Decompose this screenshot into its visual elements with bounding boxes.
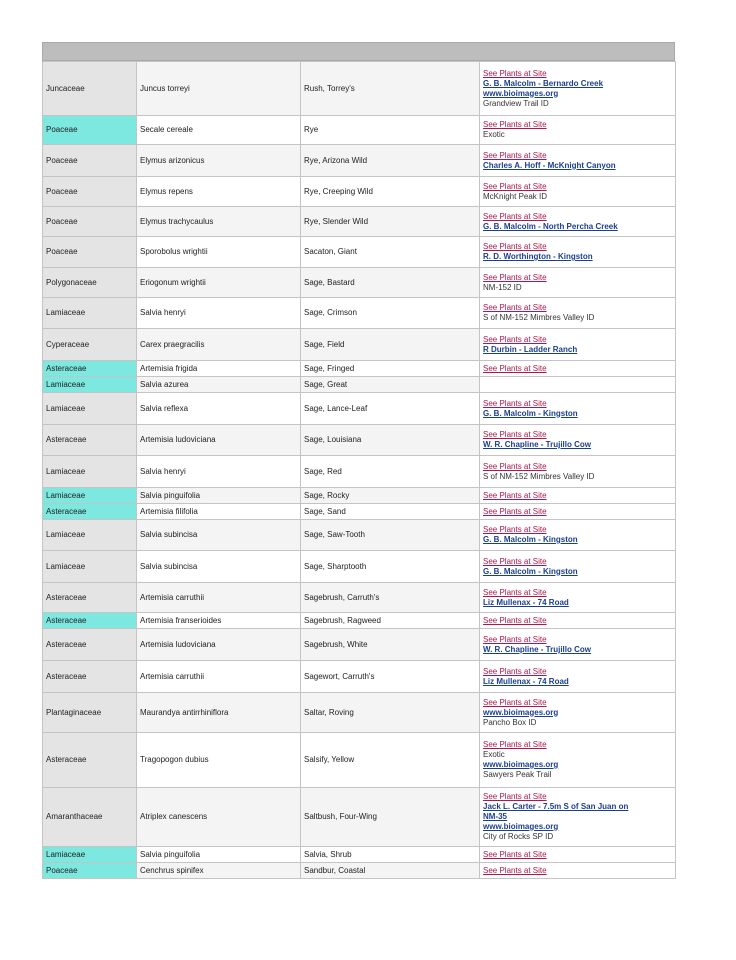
table-row bbox=[43, 520, 676, 551]
table-row bbox=[43, 863, 676, 879]
table-row bbox=[43, 583, 676, 613]
scientific-name-cell: Artemisia carruthii bbox=[137, 661, 301, 693]
table-row bbox=[43, 145, 676, 177]
location-link[interactable]: Liz Mullenax - 74 Road bbox=[483, 597, 569, 607]
table-row bbox=[43, 613, 676, 629]
plant-list-sheet bbox=[42, 42, 675, 879]
family-cell: Asteraceae bbox=[43, 661, 137, 693]
family-cell: Lamiaceae bbox=[43, 298, 137, 329]
see-plants-link[interactable]: See Plants at Site bbox=[483, 666, 547, 676]
family-cell: Juncaceae bbox=[43, 62, 137, 116]
family-cell: Asteraceae bbox=[43, 425, 137, 456]
links-cell bbox=[480, 456, 676, 488]
scientific-name-cell: Elymus arizonicus bbox=[137, 145, 301, 177]
table-row bbox=[43, 298, 676, 329]
table-row bbox=[43, 733, 676, 788]
common-name-cell: Sage, Sand bbox=[301, 504, 480, 520]
see-plants-link[interactable]: See Plants at Site bbox=[483, 865, 547, 875]
scientific-name-cell: Salvia subincisa bbox=[137, 551, 301, 583]
location-note: Sawyers Peak Trail bbox=[483, 770, 552, 779]
scientific-name-cell: Elymus repens bbox=[137, 177, 301, 207]
location-note: City of Rocks SP ID bbox=[483, 832, 554, 841]
scientific-name-cell: Salvia subincisa bbox=[137, 520, 301, 551]
scientific-name-cell: Cenchrus spinifex bbox=[137, 863, 301, 879]
table-row bbox=[43, 377, 676, 393]
location-link[interactable]: R. D. Worthington - Kingston bbox=[483, 252, 593, 261]
scientific-name-cell: Artemisia frigida bbox=[137, 361, 301, 377]
see-plants-link[interactable]: See Plants at Site bbox=[483, 525, 547, 534]
links-cell bbox=[480, 237, 676, 268]
common-name-cell: Sacaton, Giant bbox=[301, 237, 480, 268]
see-plants-link[interactable]: See Plants at Site bbox=[483, 461, 547, 471]
common-name-cell: Sage, Lance-Leaf bbox=[301, 393, 480, 425]
see-plants-link[interactable]: See Plants at Site bbox=[483, 587, 547, 597]
location-link[interactable]: www.bioimages.org bbox=[483, 822, 559, 831]
location-link[interactable]: G. B. Malcolm - North Percha Creek bbox=[483, 221, 618, 231]
location-note: Exotic bbox=[483, 750, 505, 759]
table-row bbox=[43, 693, 676, 733]
scientific-name-cell: Atriplex canescens bbox=[137, 788, 301, 847]
links-cell bbox=[480, 847, 676, 863]
family-cell: Asteraceae bbox=[43, 583, 137, 613]
location-note: McKnight Peak ID bbox=[483, 191, 548, 201]
common-name-cell: Sagewort, Carruth's bbox=[301, 661, 480, 693]
links-cell bbox=[480, 145, 676, 177]
location-link[interactable]: W. R. Chapline - Trujillo Cow bbox=[483, 644, 591, 654]
links-cell bbox=[480, 693, 676, 733]
table-row bbox=[43, 62, 676, 116]
table-header-bar bbox=[42, 42, 675, 61]
scientific-name-cell: Eriogonum wrightii bbox=[137, 268, 301, 298]
links-cell bbox=[480, 504, 676, 520]
location-link[interactable]: G. B. Malcolm - Kingston bbox=[483, 408, 578, 418]
common-name-cell: Sage, Field bbox=[301, 329, 480, 361]
see-plants-link[interactable]: See Plants at Site bbox=[483, 181, 547, 191]
family-cell: Poaceae bbox=[43, 863, 137, 879]
family-cell: Lamiaceae bbox=[43, 847, 137, 863]
common-name-cell: Sage, Rocky bbox=[301, 488, 480, 504]
table-row bbox=[43, 488, 676, 504]
common-name-cell: Sagebrush, Carruth's bbox=[301, 583, 480, 613]
table-row bbox=[43, 329, 676, 361]
family-cell: Poaceae bbox=[43, 145, 137, 177]
common-name-cell: Sage, Great bbox=[301, 377, 480, 393]
links-cell bbox=[480, 551, 676, 583]
table-row bbox=[43, 116, 676, 145]
links-cell bbox=[480, 377, 676, 393]
common-name-cell: Rush, Torrey's bbox=[301, 62, 480, 116]
common-name-cell: Sagebrush, Ragweed bbox=[301, 613, 480, 629]
links-cell bbox=[480, 116, 676, 145]
see-plants-link[interactable]: See Plants at Site bbox=[483, 634, 547, 644]
links-cell bbox=[480, 393, 676, 425]
links-cell bbox=[480, 661, 676, 693]
family-cell: Plantaginaceae bbox=[43, 693, 137, 733]
scientific-name-cell: Artemisia ludoviciana bbox=[137, 425, 301, 456]
family-cell: Asteraceae bbox=[43, 613, 137, 629]
links-cell bbox=[480, 629, 676, 661]
scientific-name-cell: Artemisia ludoviciana bbox=[137, 629, 301, 661]
scientific-name-cell: Elymus trachycaulus bbox=[137, 207, 301, 237]
family-cell: Poaceae bbox=[43, 207, 137, 237]
family-cell: Lamiaceae bbox=[43, 488, 137, 504]
table-row bbox=[43, 504, 676, 520]
location-link[interactable]: www.bioimages.org bbox=[483, 707, 559, 717]
scientific-name-cell: Artemisia franserioides bbox=[137, 613, 301, 629]
location-link[interactable]: G. B. Malcolm - Kingston bbox=[483, 535, 578, 544]
common-name-cell: Rye, Creeping Wild bbox=[301, 177, 480, 207]
table-row bbox=[43, 551, 676, 583]
links-cell bbox=[480, 488, 676, 504]
see-plants-link[interactable]: See Plants at Site bbox=[483, 490, 547, 500]
common-name-cell: Saltar, Roving bbox=[301, 693, 480, 733]
location-note: S of NM-152 Mimbres Valley ID bbox=[483, 313, 595, 322]
table-row bbox=[43, 393, 676, 425]
location-link[interactable]: NM-35 bbox=[483, 812, 508, 821]
table-row bbox=[43, 456, 676, 488]
table-row bbox=[43, 361, 676, 377]
location-note: Pancho Box ID bbox=[483, 717, 537, 727]
see-plants-link[interactable]: See Plants at Site bbox=[483, 242, 547, 251]
scientific-name-cell: Salvia henryi bbox=[137, 456, 301, 488]
common-name-cell: Sage, Fringed bbox=[301, 361, 480, 377]
see-plants-link[interactable]: See Plants at Site bbox=[483, 792, 547, 801]
links-cell bbox=[480, 788, 676, 847]
see-plants-link[interactable]: See Plants at Site bbox=[483, 849, 547, 859]
family-cell: Lamiaceae bbox=[43, 377, 137, 393]
common-name-cell: Sage, Bastard bbox=[301, 268, 480, 298]
location-link[interactable]: www.bioimages.org bbox=[483, 760, 559, 769]
location-link[interactable]: Liz Mullenax - 74 Road bbox=[483, 676, 569, 686]
location-link[interactable]: R Durbin - Ladder Ranch bbox=[483, 344, 578, 354]
table-row bbox=[43, 177, 676, 207]
common-name-cell: Sandbur, Coastal bbox=[301, 863, 480, 879]
common-name-cell: Sage, Louisiana bbox=[301, 425, 480, 456]
family-cell: Polygonaceae bbox=[43, 268, 137, 298]
scientific-name-cell: Salvia henryi bbox=[137, 298, 301, 329]
links-cell bbox=[480, 361, 676, 377]
table-row bbox=[43, 425, 676, 456]
family-cell: Amaranthaceae bbox=[43, 788, 137, 847]
location-link[interactable]: Charles A. Hoff - McKnight Canyon bbox=[483, 160, 616, 170]
see-plants-link[interactable]: See Plants at Site bbox=[483, 615, 547, 625]
location-note: S of NM-152 Mimbres Valley ID bbox=[483, 471, 595, 481]
family-cell: Cyperaceae bbox=[43, 329, 137, 361]
scientific-name-cell: Tragopogon dubius bbox=[137, 733, 301, 788]
table-row bbox=[43, 847, 676, 863]
family-cell: Asteraceae bbox=[43, 504, 137, 520]
common-name-cell: Salvia, Shrub bbox=[301, 847, 480, 863]
links-cell bbox=[480, 298, 676, 329]
location-note: Exotic bbox=[483, 130, 505, 139]
table-row bbox=[43, 207, 676, 237]
see-plants-link[interactable]: See Plants at Site bbox=[483, 211, 547, 221]
links-cell bbox=[480, 520, 676, 551]
see-plants-link[interactable]: See Plants at Site bbox=[483, 150, 547, 160]
common-name-cell: Rye, Arizona Wild bbox=[301, 145, 480, 177]
common-name-cell: Rye bbox=[301, 116, 480, 145]
family-cell: Poaceae bbox=[43, 177, 137, 207]
common-name-cell: Salsify, Yellow bbox=[301, 733, 480, 788]
common-name-cell: Rye, Slender Wild bbox=[301, 207, 480, 237]
family-cell: Asteraceae bbox=[43, 361, 137, 377]
family-cell: Asteraceae bbox=[43, 629, 137, 661]
scientific-name-cell: Salvia pinguifolia bbox=[137, 488, 301, 504]
links-cell bbox=[480, 268, 676, 298]
location-link[interactable]: G. B. Malcolm - Kingston bbox=[483, 566, 578, 576]
scientific-name-cell: Salvia pinguifolia bbox=[137, 847, 301, 863]
table-row bbox=[43, 237, 676, 268]
scientific-name-cell: Carex praegracilis bbox=[137, 329, 301, 361]
links-cell bbox=[480, 207, 676, 237]
location-link[interactable]: Jack L. Carter - 7.5m S of San Juan on bbox=[483, 802, 629, 811]
table-row bbox=[43, 661, 676, 693]
links-cell bbox=[480, 613, 676, 629]
family-cell: Asteraceae bbox=[43, 733, 137, 788]
common-name-cell: Sage, Red bbox=[301, 456, 480, 488]
scientific-name-cell: Juncus torreyi bbox=[137, 62, 301, 116]
location-link[interactable]: W. R. Chapline - Trujillo Cow bbox=[483, 440, 591, 449]
see-plants-link[interactable]: See Plants at Site bbox=[483, 556, 547, 566]
see-plants-link[interactable]: See Plants at Site bbox=[483, 120, 547, 129]
links-cell bbox=[480, 425, 676, 456]
common-name-cell: Sage, Saw-Tooth bbox=[301, 520, 480, 551]
family-cell: Poaceae bbox=[43, 237, 137, 268]
see-plants-link[interactable]: See Plants at Site bbox=[483, 363, 547, 373]
scientific-name-cell: Secale cereale bbox=[137, 116, 301, 145]
table-row bbox=[43, 268, 676, 298]
scientific-name-cell: Maurandya antirrhiniflora bbox=[137, 693, 301, 733]
common-name-cell: Sage, Crimson bbox=[301, 298, 480, 329]
common-name-cell: Sagebrush, White bbox=[301, 629, 480, 661]
see-plants-link[interactable]: See Plants at Site bbox=[483, 398, 547, 408]
location-link[interactable]: www.bioimages.org bbox=[483, 88, 559, 98]
see-plants-link[interactable]: See Plants at Site bbox=[483, 334, 547, 344]
location-note: Grandview Trail ID bbox=[483, 98, 549, 108]
scientific-name-cell: Salvia reflexa bbox=[137, 393, 301, 425]
family-cell: Lamiaceae bbox=[43, 393, 137, 425]
family-cell: Poaceae bbox=[43, 116, 137, 145]
plant-table bbox=[42, 61, 676, 879]
links-cell bbox=[480, 177, 676, 207]
links-cell bbox=[480, 863, 676, 879]
family-cell: Lamiaceae bbox=[43, 520, 137, 551]
common-name-cell: Sage, Sharptooth bbox=[301, 551, 480, 583]
table-row bbox=[43, 629, 676, 661]
see-plants-link[interactable]: See Plants at Site bbox=[483, 68, 547, 78]
family-cell: Lamiaceae bbox=[43, 551, 137, 583]
links-cell bbox=[480, 62, 676, 116]
scientific-name-cell: Sporobolus wrightii bbox=[137, 237, 301, 268]
see-plants-link[interactable]: See Plants at Site bbox=[483, 272, 547, 282]
location-link[interactable]: G. B. Malcolm - Bernardo Creek bbox=[483, 78, 604, 88]
common-name-cell: Saltbush, Four-Wing bbox=[301, 788, 480, 847]
links-cell bbox=[480, 733, 676, 788]
location-note: NM-152 ID bbox=[483, 282, 522, 292]
see-plants-link[interactable]: See Plants at Site bbox=[483, 303, 547, 312]
see-plants-link[interactable]: See Plants at Site bbox=[483, 506, 547, 516]
scientific-name-cell: Artemisia filifolia bbox=[137, 504, 301, 520]
family-cell: Lamiaceae bbox=[43, 456, 137, 488]
see-plants-link[interactable]: See Plants at Site bbox=[483, 697, 547, 707]
table-row bbox=[43, 788, 676, 847]
scientific-name-cell: Salvia azurea bbox=[137, 377, 301, 393]
see-plants-link[interactable]: See Plants at Site bbox=[483, 430, 547, 439]
scientific-name-cell: Artemisia carruthii bbox=[137, 583, 301, 613]
links-cell bbox=[480, 583, 676, 613]
see-plants-link[interactable]: See Plants at Site bbox=[483, 740, 547, 749]
links-cell bbox=[480, 329, 676, 361]
